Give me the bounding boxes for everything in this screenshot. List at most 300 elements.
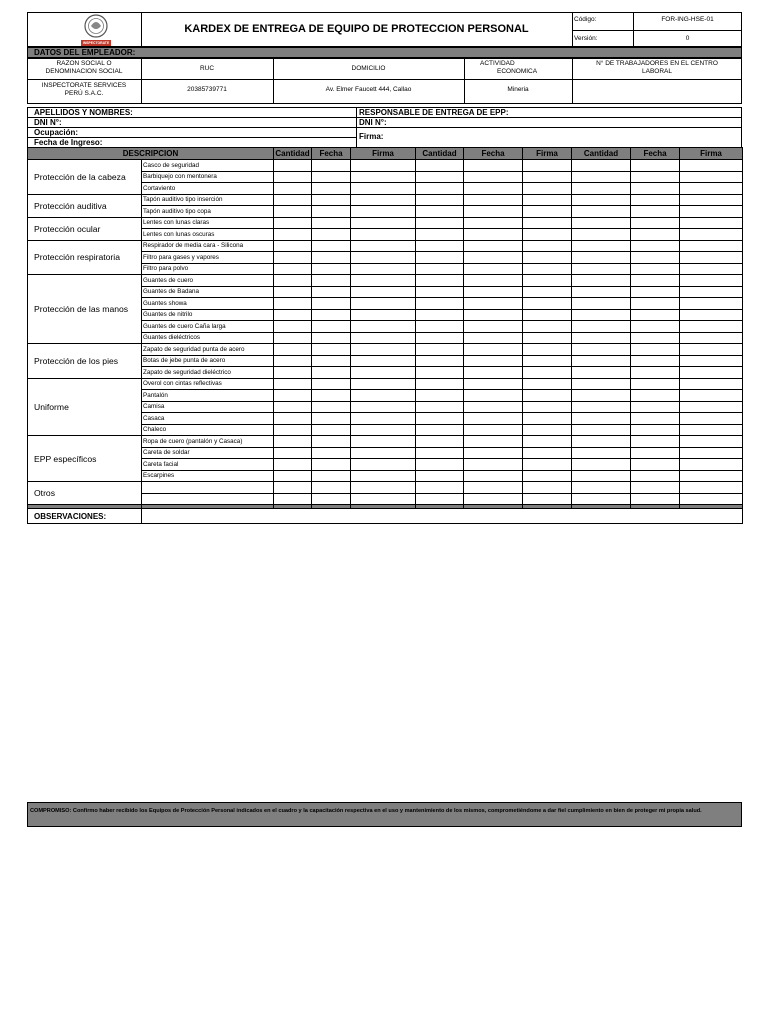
entry-cell[interactable] [631,286,680,298]
entry-cell[interactable] [572,252,631,264]
entry-cell[interactable] [274,482,312,494]
col-header-descripcion: DESCRIPCION [28,148,274,160]
entry-cell[interactable] [631,321,680,333]
entry-cell[interactable] [312,401,351,413]
entry-cell[interactable] [572,390,631,402]
entry-cell[interactable] [416,413,464,425]
entry-cell[interactable] [523,321,572,333]
entry-cell[interactable] [572,217,631,229]
entry-cell[interactable] [680,252,743,264]
table-row [28,378,743,390]
entry-cell[interactable] [631,459,680,471]
entry-cell[interactable] [523,493,572,505]
entry-cell[interactable] [680,217,743,229]
item-label: Zapato de seguridad punta de acero [142,344,274,356]
entry-cell[interactable] [274,275,312,287]
entry-cell[interactable] [312,321,351,333]
entry-cell[interactable] [523,309,572,321]
entry-cell[interactable] [464,390,523,402]
entry-cell[interactable] [351,321,416,333]
entry-cell[interactable] [464,413,523,425]
entry-cell[interactable] [572,413,631,425]
entry-cell[interactable] [416,401,464,413]
entry-cell[interactable] [464,459,523,471]
entry-cell[interactable] [312,286,351,298]
trabajadores-header: N° DE TRABAJADORES EN EL CENTRO [596,60,718,67]
entry-cell[interactable] [631,194,680,206]
entry-cell[interactable] [312,309,351,321]
entry-cell[interactable] [416,424,464,436]
entry-cell[interactable] [351,378,416,390]
entry-cell[interactable] [680,367,743,379]
entry-cell[interactable] [464,447,523,459]
entry-cell[interactable] [274,171,312,183]
entry-cell[interactable] [631,309,680,321]
entry-cell[interactable] [351,344,416,356]
entry-cell[interactable] [274,160,312,172]
entry-cell[interactable] [680,344,743,356]
entry-cell[interactable] [680,390,743,402]
entry-cell[interactable] [351,447,416,459]
entry-cell[interactable] [464,436,523,448]
entry-cell[interactable] [464,171,523,183]
entry-cell[interactable] [523,252,572,264]
entry-cell[interactable] [464,378,523,390]
entry-cell[interactable] [680,206,743,218]
entry-cell[interactable] [631,298,680,310]
entry-cell[interactable] [274,493,312,505]
entry-cell[interactable] [523,344,572,356]
entry-cell[interactable] [631,355,680,367]
entry-cell[interactable] [631,344,680,356]
entry-cell[interactable] [312,160,351,172]
entry-cell[interactable] [464,286,523,298]
table-row [28,344,743,356]
entry-cell[interactable] [464,217,523,229]
entry-cell[interactable] [416,482,464,494]
entry-cell[interactable] [274,321,312,333]
table-row [28,217,743,229]
entry-cell[interactable] [523,298,572,310]
entry-cell[interactable] [680,355,743,367]
entry-cell[interactable] [680,493,743,505]
entry-cell[interactable] [680,309,743,321]
entry-cell[interactable] [523,378,572,390]
firma-responsable-label[interactable]: Firma: [359,132,384,141]
entry-cell[interactable] [351,194,416,206]
entry-cell[interactable] [680,332,743,344]
entry-cell[interactable] [523,470,572,482]
entry-cell[interactable] [312,240,351,252]
entry-cell[interactable] [523,229,572,241]
entry-cell[interactable] [274,309,312,321]
entry-cell[interactable] [274,436,312,448]
entry-cell[interactable] [631,390,680,402]
entry-cell[interactable] [351,367,416,379]
entry-cell[interactable] [416,160,464,172]
entry-cell[interactable] [523,459,572,471]
item-label [142,482,274,494]
entry-cell[interactable] [572,482,631,494]
entry-cell[interactable] [523,263,572,275]
entry-cell[interactable] [416,183,464,195]
entry-cell[interactable] [274,206,312,218]
entry-cell[interactable] [680,378,743,390]
entry-cell[interactable] [631,482,680,494]
company-logo [78,13,114,47]
entry-cell[interactable] [572,378,631,390]
entry-cell[interactable] [631,252,680,264]
entry-cell[interactable] [680,401,743,413]
entry-cell[interactable] [464,160,523,172]
entry-cell[interactable] [312,390,351,402]
entry-cell[interactable] [351,482,416,494]
entry-cell[interactable] [572,286,631,298]
entry-cell[interactable] [523,332,572,344]
entry-cell[interactable] [464,183,523,195]
entry-cell[interactable] [572,229,631,241]
entry-cell[interactable] [680,413,743,425]
entry-cell[interactable] [312,217,351,229]
entry-cell[interactable] [572,298,631,310]
entry-cell[interactable] [631,206,680,218]
entry-cell[interactable] [351,493,416,505]
entry-cell[interactable] [464,355,523,367]
apellidos-label[interactable]: APELLIDOS Y NOMBRES: [34,108,133,117]
entry-cell[interactable] [416,344,464,356]
entry-cell[interactable] [572,171,631,183]
entry-cell[interactable] [351,309,416,321]
entry-cell[interactable] [680,263,743,275]
entry-cell[interactable] [416,355,464,367]
entry-cell[interactable] [464,470,523,482]
entry-cell[interactable] [274,332,312,344]
entry-cell[interactable] [416,493,464,505]
entry-cell[interactable] [351,424,416,436]
entry-cell[interactable] [274,298,312,310]
entry-cell[interactable] [523,160,572,172]
entry-cell[interactable] [274,367,312,379]
entry-cell[interactable] [631,378,680,390]
entry-cell[interactable] [572,459,631,471]
entry-cell[interactable] [572,332,631,344]
entry-cell[interactable] [312,332,351,344]
entry-cell[interactable] [523,424,572,436]
responsable-label[interactable]: RESPONSABLE DE ENTREGA DE EPP: [359,108,509,117]
entry-cell[interactable] [464,367,523,379]
entry-cell[interactable] [312,229,351,241]
entry-cell[interactable] [351,413,416,425]
item-label: Respirador de media cara - Silicona [142,240,274,252]
entry-cell[interactable] [680,171,743,183]
entry-cell[interactable] [312,424,351,436]
entry-cell[interactable] [680,470,743,482]
entry-cell[interactable] [312,298,351,310]
entry-cell[interactable] [523,286,572,298]
entry-cell[interactable] [572,160,631,172]
entry-cell[interactable] [572,493,631,505]
entry-cell[interactable] [351,240,416,252]
category-label: Otros [28,482,142,505]
entry-cell[interactable] [464,252,523,264]
ocupacion-label[interactable]: Ocupación: [34,128,79,137]
entry-cell[interactable] [416,436,464,448]
entry-cell[interactable] [416,206,464,218]
entry-cell[interactable] [416,263,464,275]
entry-cell[interactable] [523,171,572,183]
item-label: Guantes de Badana [142,286,274,298]
entry-cell[interactable] [680,160,743,172]
entry-cell[interactable] [351,401,416,413]
entry-cell[interactable] [572,470,631,482]
entry-cell[interactable] [631,171,680,183]
entry-cell[interactable] [572,367,631,379]
entry-cell[interactable] [351,390,416,402]
entry-cell[interactable] [351,459,416,471]
entry-cell[interactable] [274,240,312,252]
entry-cell[interactable] [351,436,416,448]
entry-cell[interactable] [523,240,572,252]
entry-cell[interactable] [572,401,631,413]
entry-cell[interactable] [523,447,572,459]
entry-cell[interactable] [416,229,464,241]
entry-cell[interactable] [274,344,312,356]
entry-cell[interactable] [523,217,572,229]
fecha-ingreso-label[interactable]: Fecha de Ingreso: [34,138,103,147]
entry-cell[interactable] [464,401,523,413]
entry-cell[interactable] [631,367,680,379]
entry-cell[interactable] [274,390,312,402]
item-label: Casaca [142,413,274,425]
entry-cell[interactable] [416,321,464,333]
entry-cell[interactable] [572,206,631,218]
entry-cell[interactable] [631,401,680,413]
entry-cell[interactable] [312,459,351,471]
entry-cell[interactable] [351,298,416,310]
entry-cell[interactable] [464,344,523,356]
entry-cell[interactable] [680,436,743,448]
entry-cell[interactable] [523,367,572,379]
entry-cell[interactable] [464,493,523,505]
entry-cell[interactable] [523,194,572,206]
entry-cell[interactable] [680,447,743,459]
col-header-firma: Firma [351,148,416,160]
entry-cell[interactable] [312,171,351,183]
entry-cell[interactable] [572,263,631,275]
entry-cell[interactable] [464,263,523,275]
entry-cell[interactable] [464,321,523,333]
entry-cell[interactable] [312,206,351,218]
entry-cell[interactable] [464,240,523,252]
entry-cell[interactable] [572,321,631,333]
entry-cell[interactable] [351,229,416,241]
entry-cell[interactable] [351,160,416,172]
entry-cell[interactable] [312,252,351,264]
entry-cell[interactable] [631,183,680,195]
entry-cell[interactable] [680,459,743,471]
entry-cell[interactable] [523,413,572,425]
entry-cell[interactable] [312,482,351,494]
entry-cell[interactable] [680,424,743,436]
entry-cell[interactable] [523,436,572,448]
entry-cell[interactable] [416,194,464,206]
entry-cell[interactable] [416,298,464,310]
entry-cell[interactable] [416,378,464,390]
entry-cell[interactable] [274,229,312,241]
entry-cell[interactable] [572,240,631,252]
entry-cell[interactable] [572,355,631,367]
entry-cell[interactable] [631,217,680,229]
entry-cell[interactable] [274,355,312,367]
entry-cell[interactable] [572,183,631,195]
entry-cell[interactable] [274,470,312,482]
entry-cell[interactable] [416,367,464,379]
observaciones-field[interactable] [142,509,743,524]
entry-cell[interactable] [572,194,631,206]
entry-cell[interactable] [274,252,312,264]
entry-cell[interactable] [312,436,351,448]
entry-cell[interactable] [464,275,523,287]
entry-cell[interactable] [680,183,743,195]
entry-cell[interactable] [523,206,572,218]
entry-cell[interactable] [416,332,464,344]
entry-cell[interactable] [523,390,572,402]
entry-cell[interactable] [572,424,631,436]
entry-cell[interactable] [351,252,416,264]
item-label: Filtro para polvo [142,263,274,275]
entry-cell[interactable] [312,344,351,356]
entry-cell[interactable] [312,355,351,367]
entry-cell[interactable] [680,229,743,241]
entry-cell[interactable] [631,470,680,482]
entry-cell[interactable] [274,263,312,275]
entry-cell[interactable] [680,240,743,252]
entry-cell[interactable] [631,240,680,252]
entry-cell[interactable] [351,263,416,275]
entry-cell[interactable] [274,424,312,436]
entry-cell[interactable] [572,436,631,448]
entry-cell[interactable] [631,436,680,448]
entry-cell[interactable] [572,344,631,356]
dni-label[interactable]: DNI N°: [34,118,62,127]
item-label: Zapato de seguridad dieléctrico [142,367,274,379]
entry-cell[interactable] [351,286,416,298]
category-label: EPP específicos [28,436,142,482]
entry-cell[interactable] [312,413,351,425]
entry-cell[interactable] [274,447,312,459]
entry-cell[interactable] [312,263,351,275]
entry-cell[interactable] [464,482,523,494]
entry-cell[interactable] [351,217,416,229]
entry-cell[interactable] [274,413,312,425]
entry-cell[interactable] [312,470,351,482]
entry-cell[interactable] [416,447,464,459]
entry-cell[interactable] [631,413,680,425]
entry-cell[interactable] [631,332,680,344]
dni-responsable-label[interactable]: DNI N°: [359,118,387,127]
entry-cell[interactable] [416,470,464,482]
entry-cell[interactable] [464,332,523,344]
entry-cell[interactable] [351,470,416,482]
entry-cell[interactable] [523,183,572,195]
entry-cell[interactable] [523,482,572,494]
entry-cell[interactable] [351,171,416,183]
domicilio-value: Av. Elmer Faucett 444, Callao [325,86,412,93]
entry-cell[interactable] [312,183,351,195]
table-row [28,275,743,287]
entry-cell[interactable] [680,482,743,494]
entry-cell[interactable] [274,286,312,298]
entry-cell[interactable] [464,309,523,321]
entry-cell[interactable] [464,229,523,241]
entry-cell[interactable] [416,275,464,287]
entry-cell[interactable] [274,183,312,195]
entry-cell[interactable] [416,252,464,264]
entry-cell[interactable] [464,194,523,206]
entry-cell[interactable] [631,160,680,172]
entry-cell[interactable] [312,367,351,379]
entry-cell[interactable] [523,355,572,367]
category-label: Protección auditiva [28,194,142,217]
entry-cell[interactable] [274,217,312,229]
entry-cell[interactable] [351,275,416,287]
entry-cell[interactable] [416,217,464,229]
entry-cell[interactable] [572,309,631,321]
table-header-row [28,148,743,160]
entry-cell[interactable] [680,298,743,310]
entry-cell[interactable] [523,401,572,413]
entry-cell[interactable] [631,447,680,459]
entry-cell[interactable] [464,424,523,436]
entry-cell[interactable] [274,459,312,471]
entry-cell[interactable] [416,459,464,471]
entry-cell[interactable] [680,275,743,287]
entry-cell[interactable] [351,355,416,367]
entry-cell[interactable] [312,378,351,390]
entry-cell[interactable] [631,493,680,505]
entry-cell[interactable] [464,298,523,310]
entry-cell[interactable] [416,309,464,321]
entry-cell[interactable] [416,240,464,252]
entry-cell[interactable] [631,275,680,287]
entry-cell[interactable] [572,447,631,459]
entry-cell[interactable] [351,183,416,195]
entry-cell[interactable] [572,275,631,287]
entry-cell[interactable] [312,194,351,206]
entry-cell[interactable] [631,229,680,241]
entry-cell[interactable] [631,424,680,436]
entry-cell[interactable] [416,286,464,298]
entry-cell[interactable] [274,401,312,413]
entry-cell[interactable] [631,263,680,275]
entry-cell[interactable] [274,378,312,390]
entry-cell[interactable] [416,390,464,402]
entry-cell[interactable] [312,275,351,287]
entry-cell[interactable] [416,171,464,183]
razon-value: INSPECTORATE SERVICES [41,82,127,89]
entry-cell[interactable] [351,206,416,218]
entry-cell[interactable] [312,493,351,505]
entry-cell[interactable] [312,447,351,459]
entry-cell[interactable] [523,275,572,287]
entry-cell[interactable] [464,206,523,218]
entry-cell[interactable] [680,194,743,206]
item-label: Pantalón [142,390,274,402]
entry-cell[interactable] [274,194,312,206]
entry-cell[interactable] [680,286,743,298]
entry-cell[interactable] [351,332,416,344]
entry-cell[interactable] [680,321,743,333]
